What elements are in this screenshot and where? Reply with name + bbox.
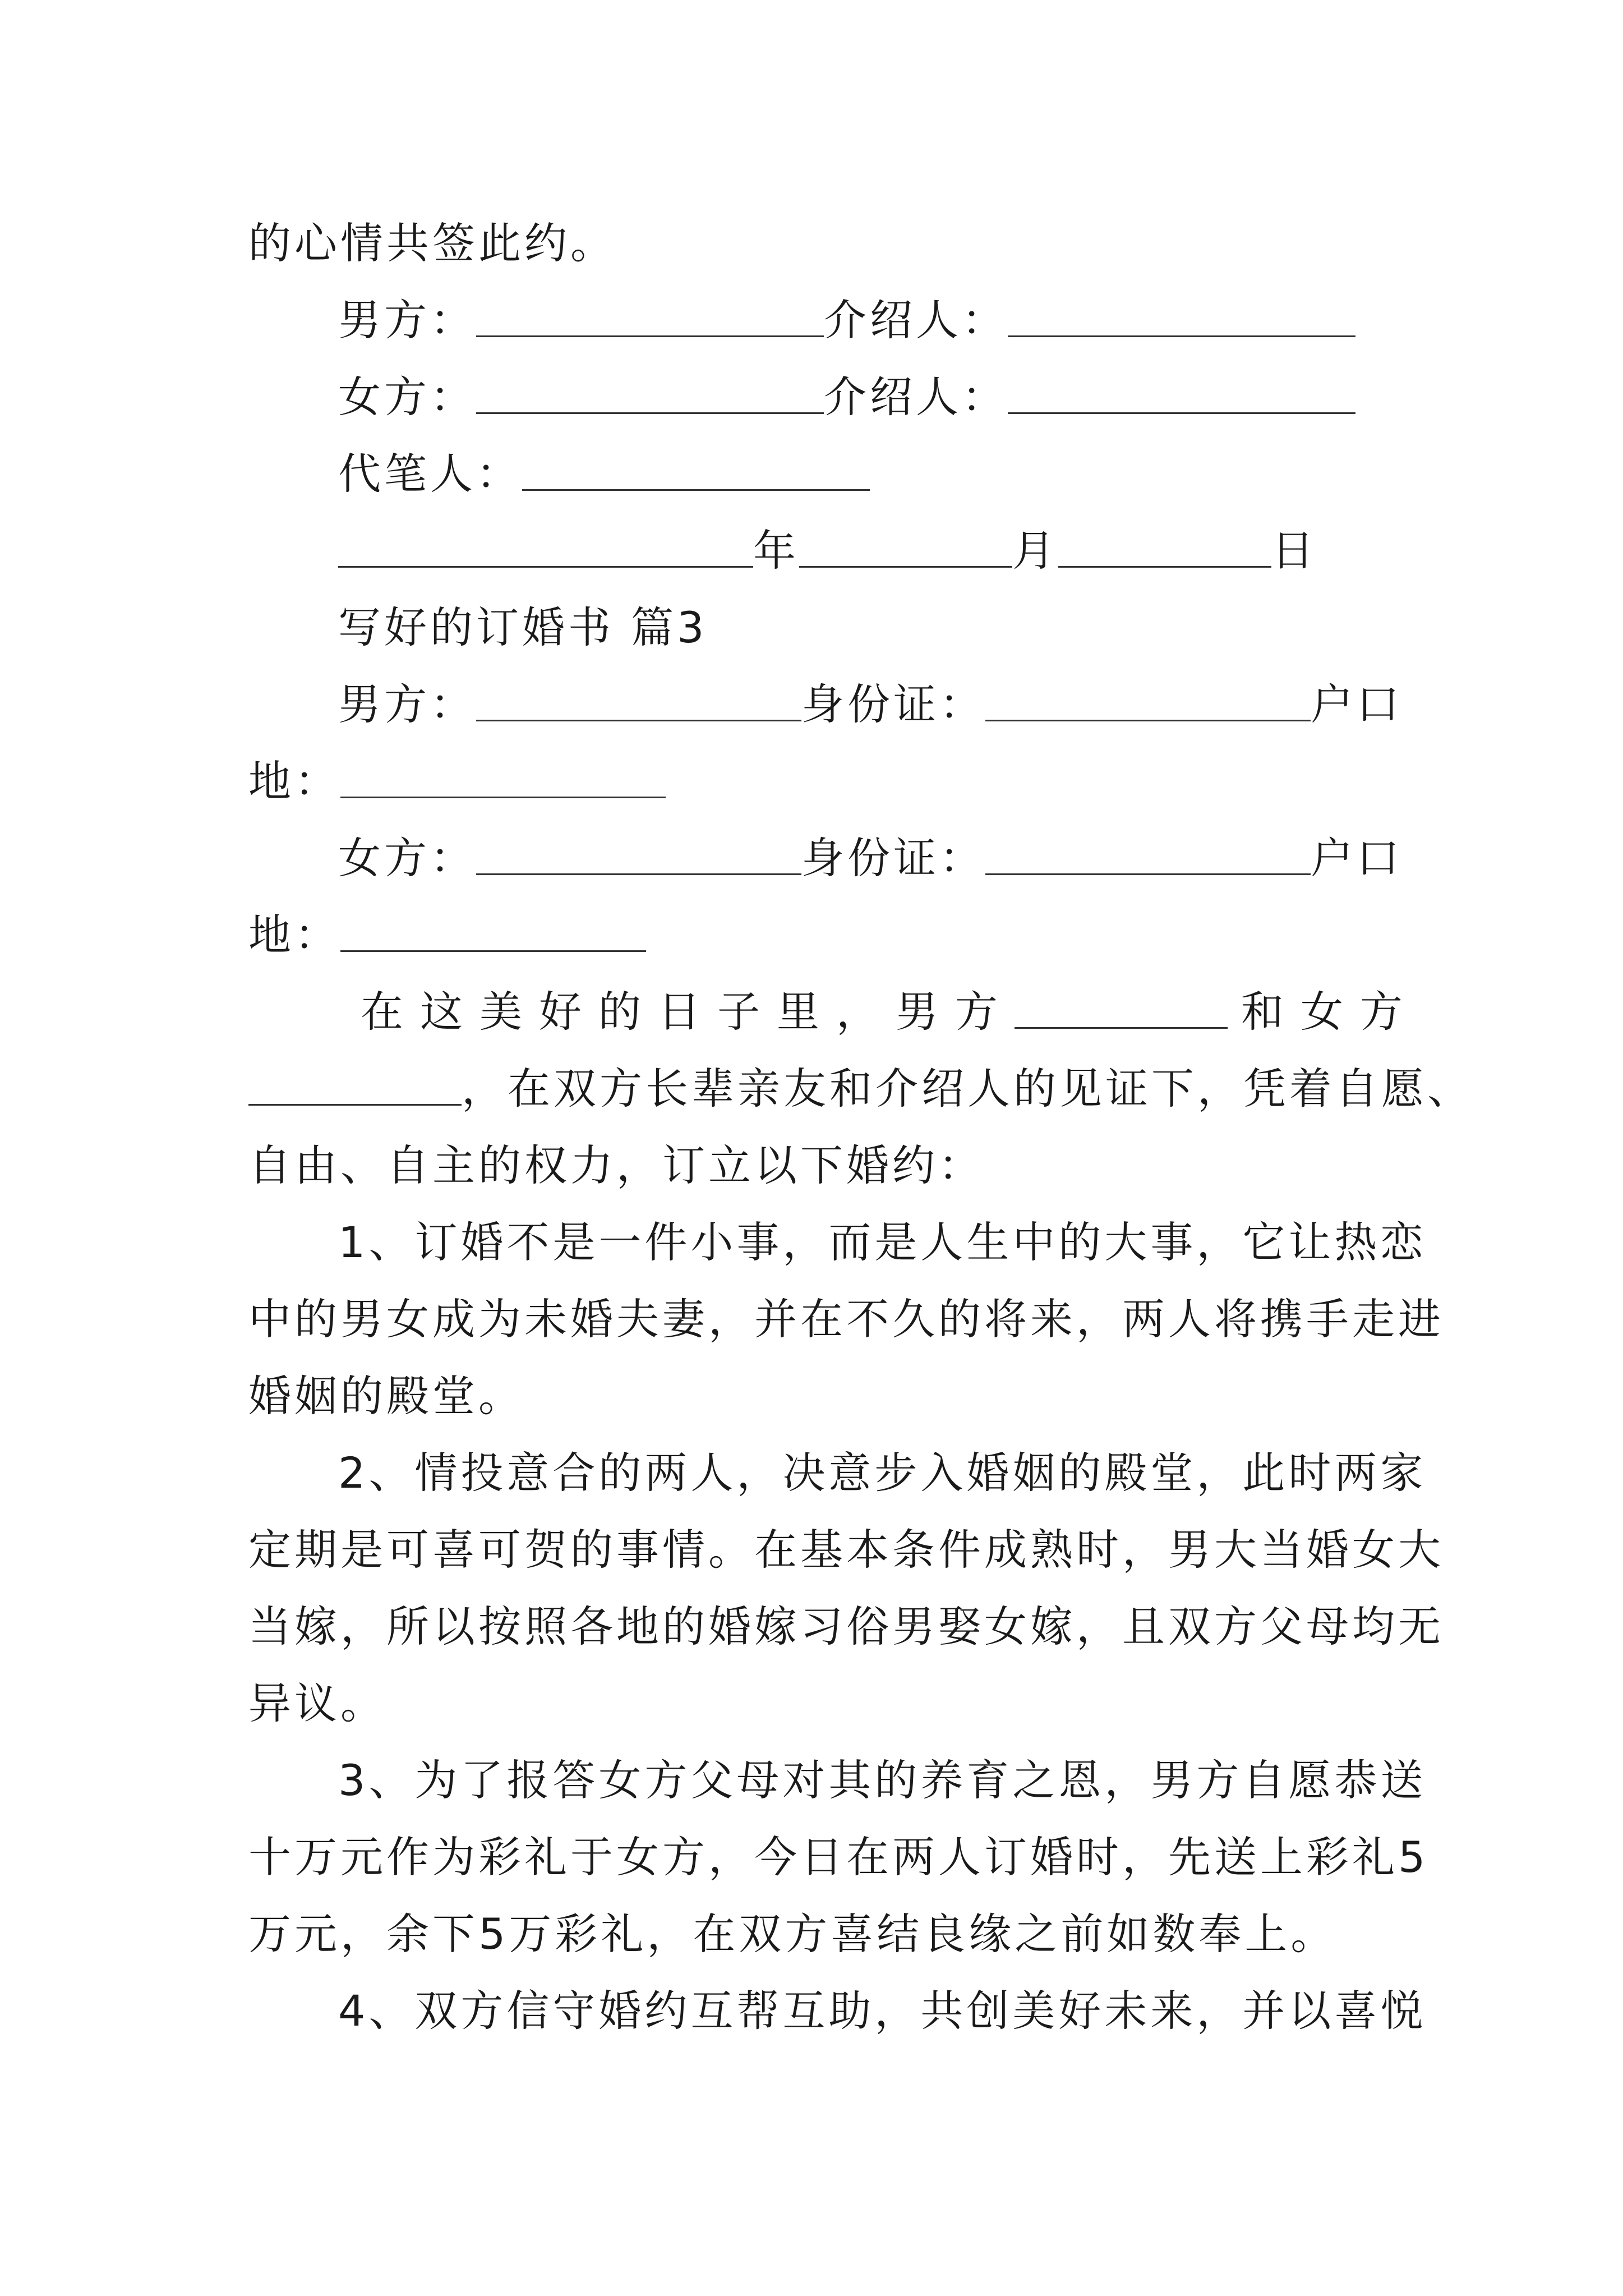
- hukou-label: 地：: [248, 910, 340, 960]
- date-line: [248, 512, 1387, 589]
- blank-line: [476, 293, 824, 337]
- clause-3-line: [248, 1742, 1427, 1819]
- hukou-label: 地：: [248, 756, 340, 806]
- blank-line: [476, 677, 801, 721]
- blank-line: [985, 831, 1311, 875]
- text: 婚姻的殿堂。: [248, 1371, 524, 1421]
- id-label: 身份证：: [801, 833, 985, 883]
- intro-line: [248, 973, 1419, 1050]
- introducer-label: 介绍人：: [824, 372, 1008, 422]
- text-line: [248, 205, 1387, 282]
- female-id-line: [248, 820, 1403, 896]
- female-label: 女方：: [338, 372, 476, 422]
- blank-line: [340, 908, 646, 952]
- hukou-label: 户口: [1311, 679, 1403, 729]
- text: 异议。: [248, 1678, 386, 1728]
- clause-2-line: [248, 1588, 1444, 1665]
- text: 3、为了报答女方父母对其的养育之恩，男方自愿恭送: [338, 1755, 1427, 1805]
- blank-line: [985, 677, 1311, 721]
- clause-2-line: [248, 1434, 1427, 1511]
- text: 4、双方信守婚约互帮互助，共创美好未来，并以喜悦: [338, 1986, 1427, 2036]
- text: 十万元作为彩礼于女方，今日在两人订婚时，先送上彩礼5: [248, 1832, 1429, 1882]
- clause-2-line: [248, 1511, 1444, 1588]
- blank-line: [799, 523, 1012, 568]
- signature-line-female: [248, 358, 1387, 435]
- male-id-line: [248, 666, 1403, 743]
- text: 当嫁，所以按照各地的婚嫁习俗男娶女嫁，且双方父母均无: [248, 1602, 1444, 1651]
- female-label: 女方：: [338, 833, 476, 883]
- clause-1-line: [248, 1358, 1387, 1434]
- hukou-label: 户口: [1311, 833, 1403, 883]
- blank-line: [1008, 293, 1355, 337]
- blank-line: [522, 447, 870, 491]
- blank-line: [1015, 984, 1228, 1029]
- text: ，在双方长辈亲友和介绍人的见证下，凭着自愿、: [462, 1064, 1473, 1114]
- clause-2-line: [248, 1665, 1387, 1742]
- clause-4-line: [248, 1972, 1427, 2049]
- text: 的心情共签此约。: [248, 218, 616, 268]
- text: 1、订婚不是一件小事，而是人生中的大事，它让热恋: [338, 1217, 1427, 1267]
- female-hukou-line: [248, 896, 1387, 973]
- id-label: 身份证：: [801, 679, 985, 729]
- month-label: 月: [1012, 526, 1058, 576]
- section-title-text: 写好的订婚书 篇3: [338, 602, 708, 652]
- male-label: 男方：: [338, 679, 476, 729]
- text: 自由、自主的权力，订立以下婚约：: [248, 1140, 984, 1190]
- intro-line: [248, 1050, 1473, 1127]
- signature-line-male: [248, 282, 1387, 358]
- signature-line-scribe: [248, 435, 1387, 512]
- male-label: 男方：: [338, 295, 476, 345]
- male-hukou-line: [248, 743, 1387, 820]
- text: 中的男女成为未婚夫妻，并在不久的将来，两人将携手走进: [248, 1294, 1444, 1344]
- clause-3-line: [248, 1819, 1429, 1895]
- blank-line: [1058, 523, 1271, 568]
- day-label: 日: [1271, 526, 1317, 576]
- clause-3-line: [248, 1895, 1387, 1972]
- year-label: 年: [753, 526, 799, 576]
- blank-line: [476, 370, 824, 414]
- text: 在这美好的日子里，男方: [361, 987, 1015, 1037]
- clause-1-line: [248, 1281, 1444, 1358]
- introducer-label: 介绍人：: [824, 295, 1008, 345]
- scribe-label: 代笔人：: [338, 449, 522, 499]
- text: 2、情投意合的两人，决意步入婚姻的殿堂，此时两家: [338, 1448, 1427, 1498]
- text: 和女方: [1241, 987, 1419, 1037]
- blank-line: [476, 831, 801, 875]
- text: 万元，余下5万彩礼，在双方喜结良缘之前如数奉上。: [248, 1909, 1337, 1959]
- clause-1-line: [248, 1204, 1427, 1281]
- blank-line: [248, 1061, 462, 1106]
- intro-line: [248, 1127, 1387, 1204]
- blank-line: [340, 754, 666, 798]
- document-body: [248, 205, 1473, 2049]
- section-title: [248, 589, 1387, 666]
- blank-line: [338, 523, 753, 568]
- text: 定期是可喜可贺的事情。在基本条件成熟时，男大当婚女大: [248, 1525, 1444, 1575]
- blank-line: [1008, 370, 1355, 414]
